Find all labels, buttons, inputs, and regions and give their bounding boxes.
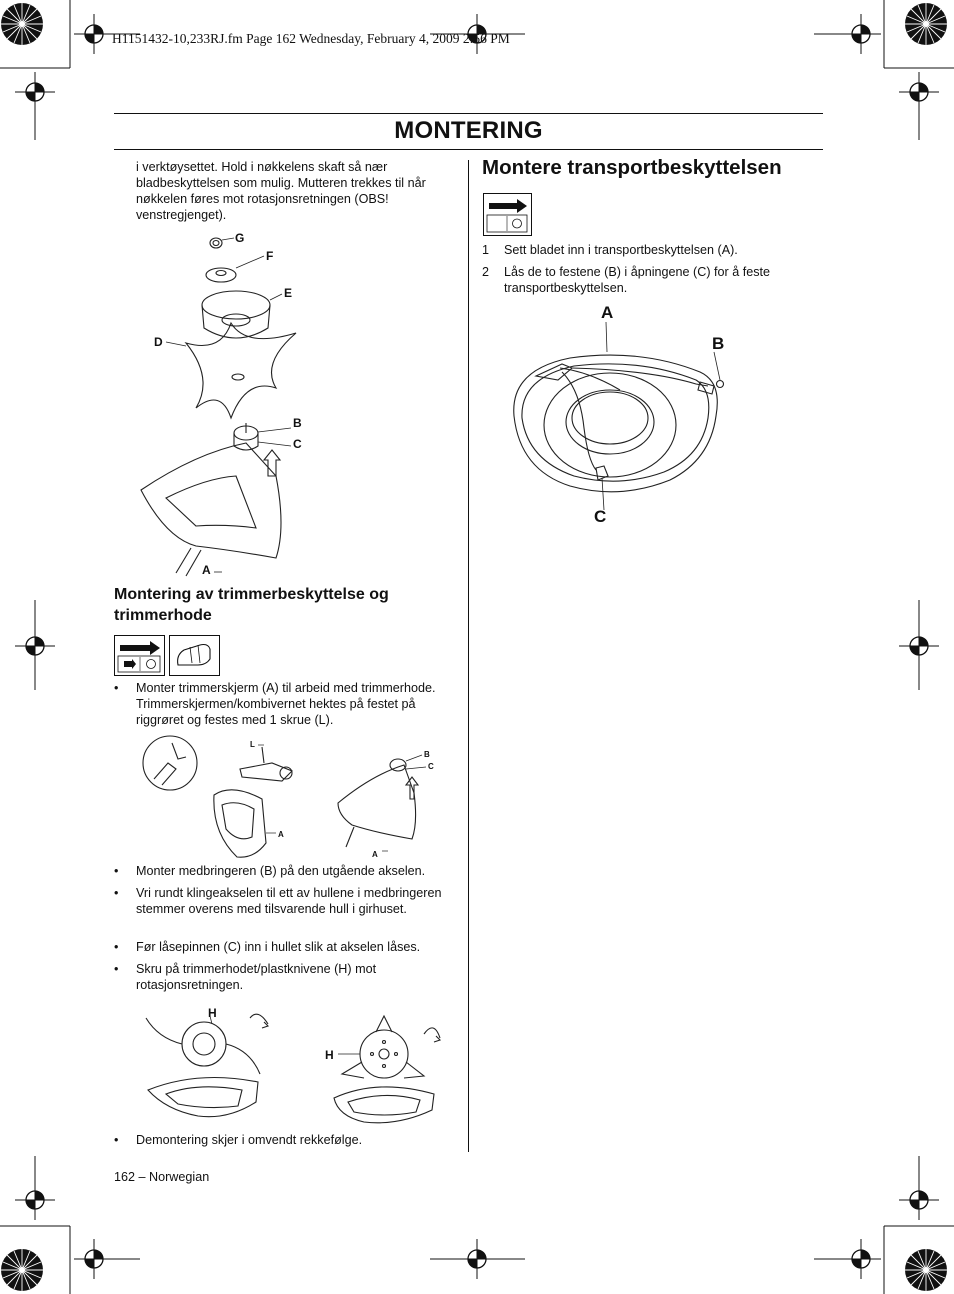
bullet-item: • Skru på trimmerhodet/plastknivene (H) mot rotasjonsretningen.: [114, 962, 377, 992]
page-title: MONTERING: [394, 117, 543, 144]
trimmer-guard-figure: [142, 733, 452, 861]
step-item: 1 Sett bladet inn i transportbeskyttelsen (A).: [482, 243, 738, 257]
page-footer: 162 – Norwegian: [114, 1170, 210, 1184]
bullet-item: • Vri rundt klingeakselen til ett av hullene i medbringeren stemmer overens med tilsvarende hull i girhuset.: [114, 886, 442, 916]
section-heading-trimmer: Montering av trimmerbeskyttelse og trimmerhode: [114, 586, 389, 624]
label-b2: B: [424, 750, 430, 759]
transport-guard-figure: [500, 300, 740, 530]
label-c2: C: [428, 762, 434, 771]
label-c: C: [293, 437, 302, 451]
title-rule-bottom: [114, 149, 823, 150]
label-l: L: [250, 740, 255, 749]
label-c-right: C: [594, 507, 607, 526]
bullet-item: • Monter trimmerskjerm (A) til arbeid med trimmerhode. Trimmerskjermen/kombivernet hektes på festet på riggrøret og festes med 1 skrue (L).: [114, 681, 436, 727]
title-rule-top: [114, 113, 823, 114]
label-a-right: A: [601, 303, 614, 322]
label-a2: A: [372, 850, 378, 859]
bullet-item: • Før låsepinnen (C) inn i hullet slik at akselen låses.: [114, 940, 421, 954]
label-d: D: [154, 335, 163, 349]
label-g: G: [235, 231, 245, 245]
tool-symbol-right: [483, 193, 535, 237]
label-a1: A: [278, 830, 284, 839]
label-b-right: B: [712, 334, 725, 353]
file-header: H1151432-10,233RJ.fm Page 162 Wednesday, February 4, 2009 2:56 PM: [112, 31, 510, 46]
label-a: A: [202, 563, 211, 577]
section-heading-transport: Montere transportbeskyttelsen: [482, 156, 782, 179]
blade-assembly-figure: [136, 228, 316, 578]
bullet-item: • Monter medbringeren (B) på den utgående akselen.: [114, 864, 426, 878]
label-f: F: [266, 249, 274, 263]
label-b: B: [293, 416, 302, 430]
label-h2: H: [325, 1048, 334, 1062]
column-divider: [468, 160, 469, 1152]
step-item: 2 Lås de to festene (B) i åpningene (C) for å feste transportbeskyttelsen.: [482, 265, 771, 295]
intro-paragraph: i verktøysettet. Hold i nøkkelens skaft så nær bladbeskyttelsen som mulig. Mutteren trekkes til når nøkkelen føres mot rotasjonsretningen (OBS! venstregjenget).: [136, 160, 426, 222]
label-h1: H: [208, 1006, 217, 1020]
trimmer-head-figure: [138, 998, 458, 1126]
tool-symbols: [114, 635, 220, 677]
bullet-item: • Demontering skjer i omvendt rekkefølge.: [114, 1133, 363, 1147]
label-e: E: [284, 286, 293, 300]
